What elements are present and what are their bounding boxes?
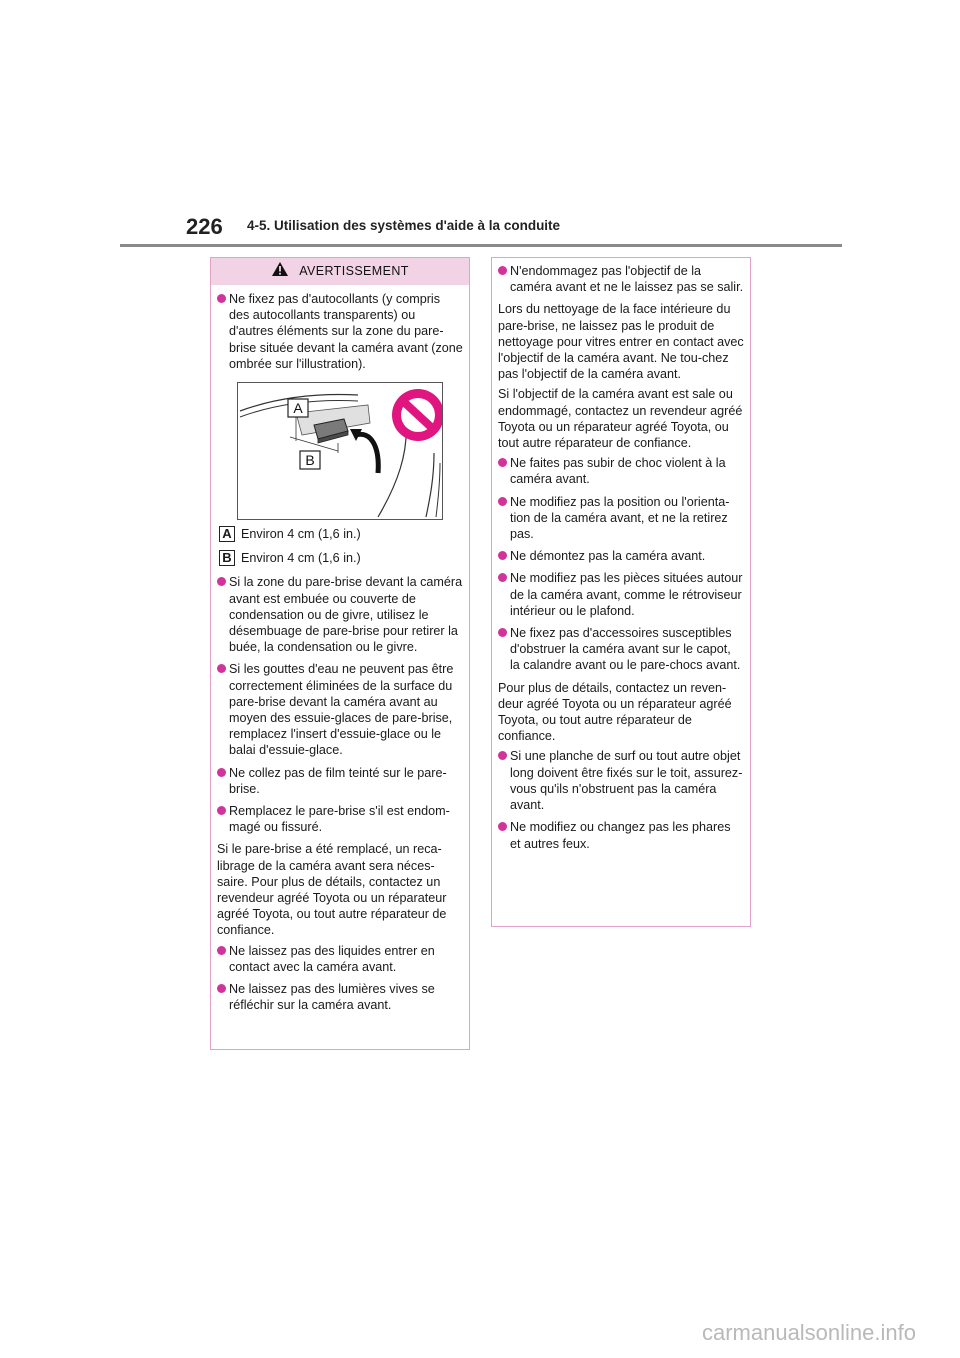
bullet-dot-icon bbox=[217, 577, 226, 586]
paragraph: Pour plus de détails, contactez un reven-deur agréé Toyota ou un réparateur agréé Toyota, ou tout autre réparateur de confiance. bbox=[498, 680, 732, 744]
list-item bbox=[498, 625, 744, 674]
list-item bbox=[498, 819, 744, 851]
list-item-text: Ne fixez pas d'autocollants (y compris des autocollants transparents) ou d'autres éléments sur la zone du pare-brise située devant la caméra avant (zone ombrée sur l'illustration). bbox=[229, 292, 463, 371]
list-item-text: N'endommagez pas l'objectif de la caméra avant et ne le laissez pas se salir. bbox=[510, 264, 744, 295]
list-item-text: Ne modifiez ou changez pas les phares et autres feux. bbox=[510, 820, 731, 851]
list-item-text: Remplacez le pare-brise s'il est endom-magé ou fissuré. bbox=[229, 804, 450, 835]
bullet-dot-icon bbox=[498, 822, 507, 831]
list-item-text: Ne faites pas subir de choc violent à la caméra avant. bbox=[510, 456, 726, 487]
legend-label-a: A bbox=[219, 526, 235, 542]
list-item-text: Ne fixez pas d'accessoires susceptibles d'obstruer la caméra avant sur le capot, la calandre avant ou le pare-chocs avant. bbox=[510, 626, 741, 673]
list-item bbox=[498, 494, 744, 543]
list-item-text: Ne modifiez pas la position ou l'orienta-tion de la caméra avant, et ne la retirez pas. bbox=[510, 494, 730, 542]
list-item-text: Si la zone du pare-brise devant la caméra avant est embuée ou couverte de condensation ou de givre, utilisez le désembuage de pare-brise pour retirer la buée, la condensation ou le givre. bbox=[229, 575, 463, 655]
list-item bbox=[217, 765, 463, 797]
list-item bbox=[217, 574, 463, 655]
paragraph: Lors du nettoyage de la face intérieure du pare-brise, ne laissez pas le produit de nettoyage pour vitres entrer en contact avec l'objectif de la caméra avant. Ne tou-chez pas l'objectif de la caméra avant. bbox=[498, 302, 744, 382]
list-item-text: Ne modifiez pas les pièces situées autour de la caméra avant, comme le rétroviseur intérieur ou le plafond. bbox=[510, 571, 743, 618]
legend-b bbox=[219, 550, 463, 566]
bullet-dot-icon bbox=[498, 628, 507, 637]
bullet-dot-icon bbox=[217, 294, 226, 303]
list-item-text: Ne collez pas de film teinté sur le pare-brise. bbox=[229, 765, 447, 796]
warning-box-left bbox=[210, 257, 470, 1050]
list-item bbox=[498, 263, 744, 295]
paragraph: Si l'objectif de la caméra avant est sale ou endommagé, contactez un revendeur agréé Toyota ou un réparateur agréé Toyota, ou tout autre réparateur de confiance. bbox=[498, 387, 743, 451]
bullet-dot-icon bbox=[217, 946, 226, 955]
paragraph: Si le pare-brise a été remplacé, un reca-librage de la caméra avant sera néces-saire. Pour plus de détails, contactez un revendeur agréé Toyota ou un réparateur agréé Toyota, ou tout autre réparateur de confiance. bbox=[217, 842, 447, 938]
figure-label-a: A bbox=[293, 400, 303, 417]
list-item-text: Ne laissez pas des lumières vives se réfléchir sur la caméra avant. bbox=[229, 982, 435, 1013]
list-item bbox=[217, 981, 463, 1013]
prohibition-icon bbox=[392, 389, 442, 441]
legend-a bbox=[219, 526, 463, 542]
legend-label-b: B bbox=[219, 550, 235, 566]
watermark: carmanualsonline.info bbox=[701, 1320, 916, 1345]
bullet-dot-icon bbox=[498, 573, 507, 582]
bullet-dot-icon bbox=[498, 497, 507, 506]
bullet-dot-icon bbox=[217, 806, 226, 815]
bullet-dot-icon bbox=[217, 984, 226, 993]
legend-b-text: Environ 4 cm (1,6 in.) bbox=[241, 551, 361, 566]
warning-header bbox=[211, 258, 469, 285]
bullet-dot-icon bbox=[217, 768, 226, 777]
list-item-text: Ne démontez pas la caméra avant. bbox=[510, 549, 706, 564]
bullet-dot-icon bbox=[498, 266, 507, 275]
header-rule bbox=[120, 244, 842, 247]
bullet-dot-icon bbox=[217, 664, 226, 673]
list-item bbox=[217, 291, 463, 372]
list-item bbox=[498, 570, 744, 619]
warning-triangle-icon bbox=[271, 261, 289, 281]
legend-a-text: Environ 4 cm (1,6 in.) bbox=[241, 527, 361, 542]
list-item-text: Ne laissez pas des liquides entrer en contact avec la caméra avant. bbox=[229, 943, 435, 974]
list-item bbox=[498, 455, 744, 487]
bullet-dot-icon bbox=[498, 458, 507, 467]
list-item bbox=[217, 661, 463, 758]
right-content bbox=[492, 258, 750, 852]
list-item-text: Si les gouttes d'eau ne peuvent pas être correctement éliminées de la surface du pare-brise devant la caméra avant au moyen des essuie-glaces de pare-brise, remplacez l'insert d'essuie-glace ou le balai d'essuie-glace. bbox=[229, 662, 454, 758]
list-item-text: Si une planche de surf ou tout autre objet long doivent être fixés sur le toit, assurez-vous qu'ils n'obstruent pas la caméra avant. bbox=[510, 749, 743, 813]
warning-title: AVERTISSEMENT bbox=[299, 264, 409, 279]
camera-illustration bbox=[237, 382, 443, 520]
list-item bbox=[498, 548, 744, 564]
list-item bbox=[217, 943, 463, 975]
left-content bbox=[211, 285, 469, 1014]
section-title: 4-5. Utilisation des systèmes d'aide à la conduite bbox=[247, 218, 561, 233]
list-item bbox=[498, 748, 744, 813]
warning-box-right bbox=[491, 257, 751, 927]
bullet-dot-icon bbox=[498, 551, 507, 560]
bullet-dot-icon bbox=[498, 751, 507, 760]
list-item bbox=[217, 803, 463, 835]
figure-label-b: B bbox=[305, 452, 315, 469]
page-number: 226 bbox=[186, 214, 223, 239]
